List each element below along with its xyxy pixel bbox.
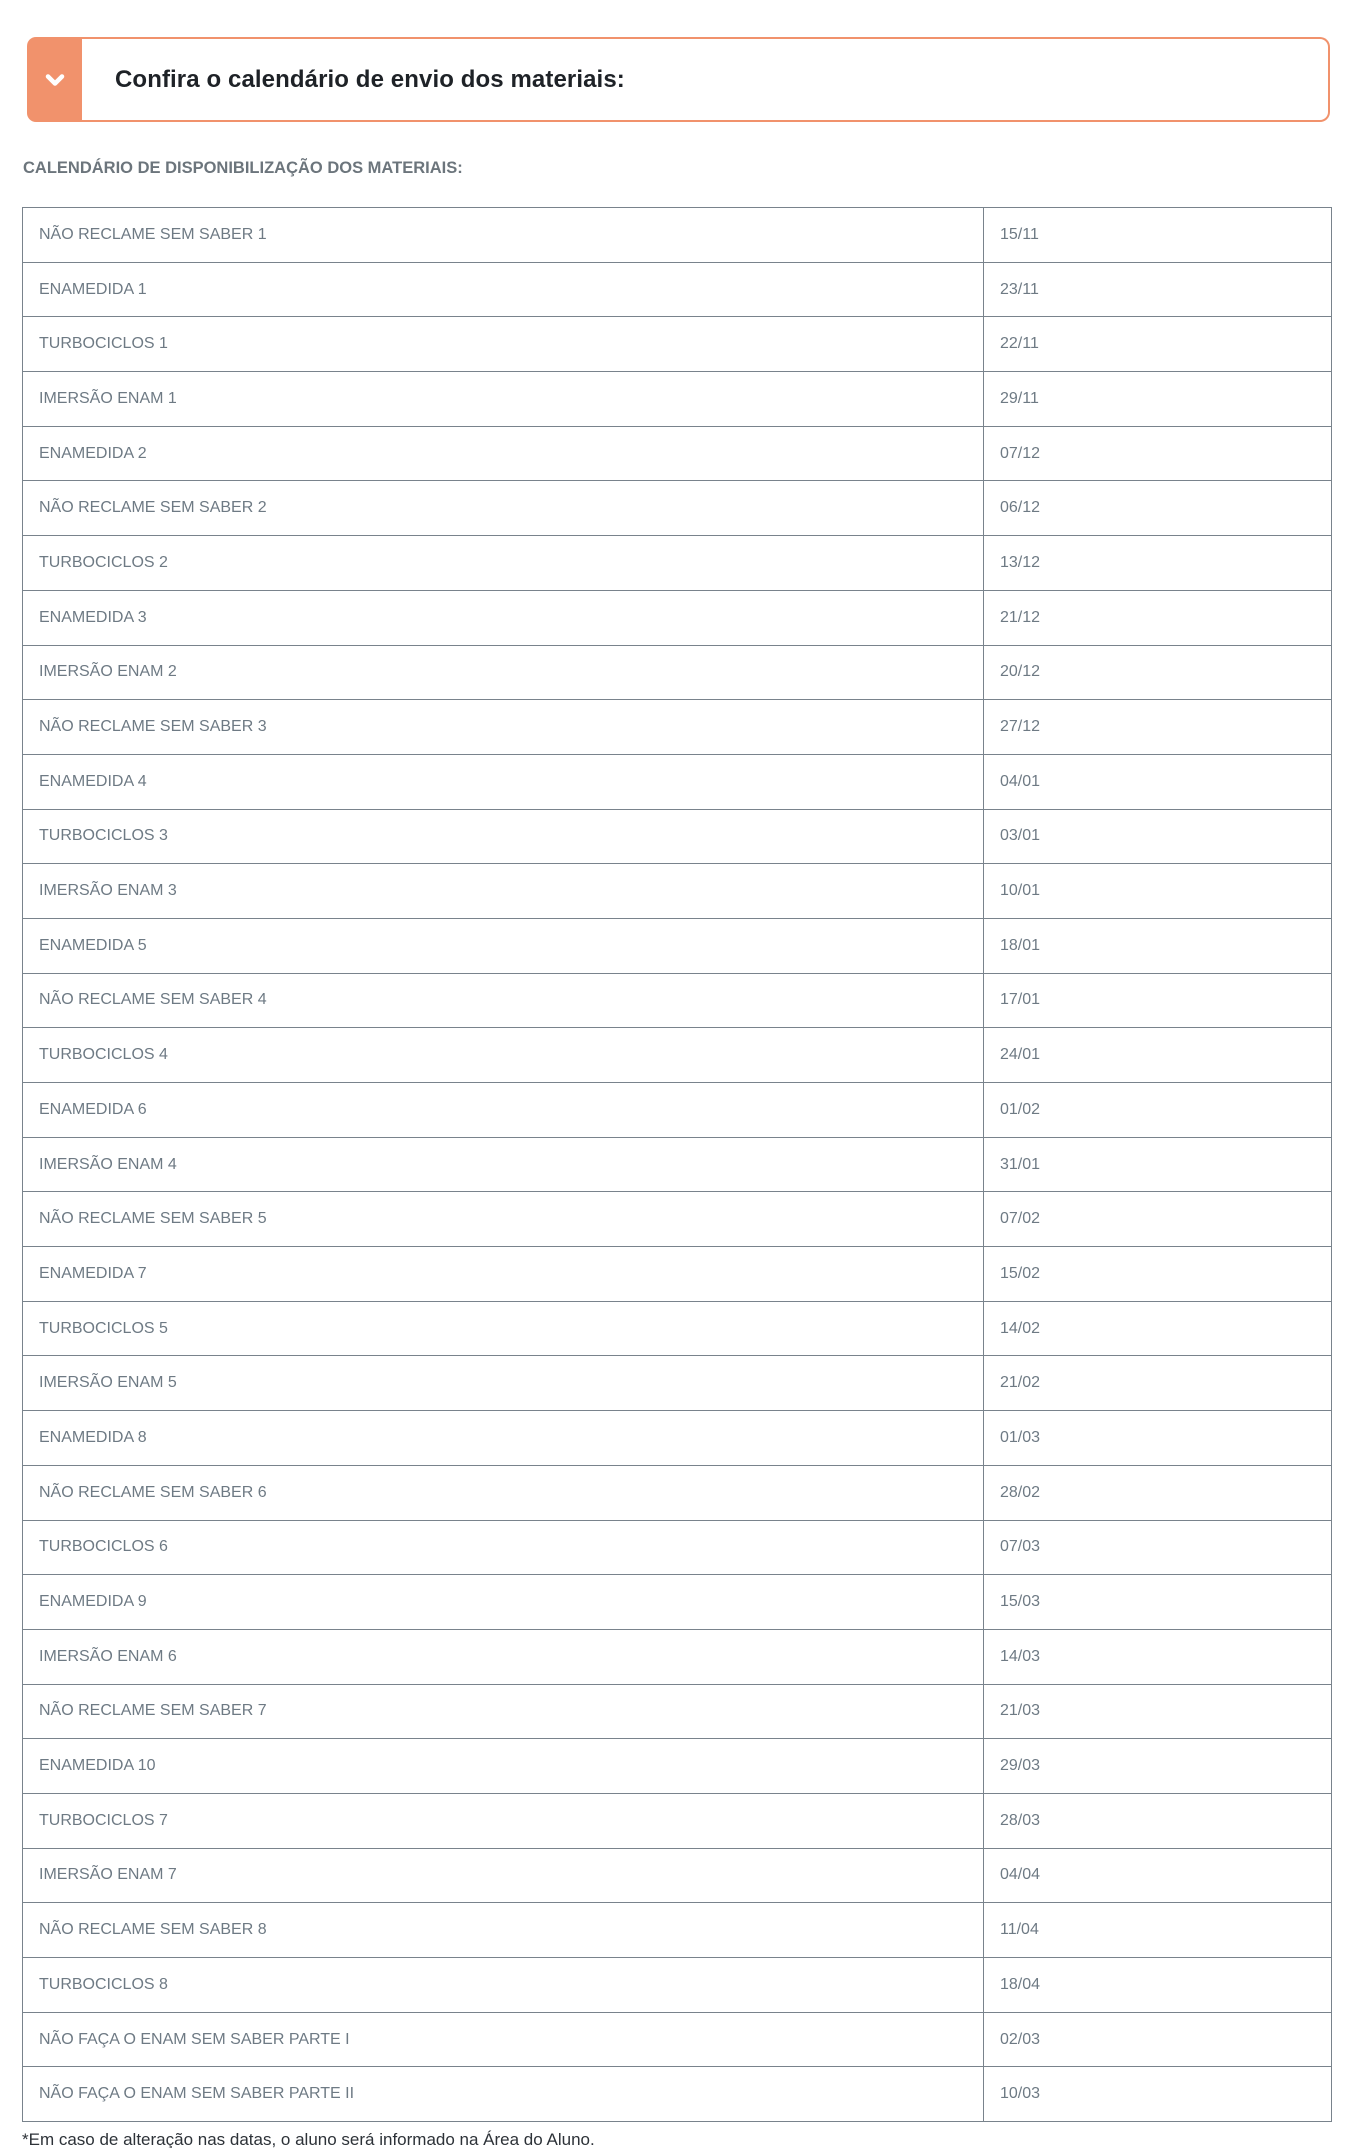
date-cell: 24/01 [984,1028,1332,1083]
material-cell: NÃO RECLAME SEM SABER 5 [23,1192,984,1247]
table-row [23,2067,1332,2122]
material-cell: NÃO RECLAME SEM SABER 8 [23,1903,984,1958]
material-cell: IMERSÃO ENAM 4 [23,1137,984,1192]
material-cell: TURBOCICLOS 6 [23,1520,984,1575]
section-heading: CALENDÁRIO DE DISPONIBILIZAÇÃO DOS MATERIAIS: [23,159,463,177]
table-row [23,1684,1332,1739]
table-row [23,1739,1332,1794]
material-cell: ENAMEDIDA 3 [23,590,984,645]
table-row [23,426,1332,481]
table-row [23,1083,1332,1138]
date-cell: 07/03 [984,1520,1332,1575]
material-cell: IMERSÃO ENAM 5 [23,1356,984,1411]
table-row [23,590,1332,645]
accordion-title: Confira o calendário de envio dos materiais: [115,65,625,93]
material-cell: IMERSÃO ENAM 1 [23,372,984,427]
date-cell: 04/04 [984,1848,1332,1903]
table-row [23,1520,1332,1575]
date-cell: 14/02 [984,1301,1332,1356]
date-cell: 02/03 [984,2012,1332,2067]
material-cell: ENAMEDIDA 6 [23,1083,984,1138]
material-cell: IMERSÃO ENAM 7 [23,1848,984,1903]
table-row [23,1356,1332,1411]
table-row [23,372,1332,427]
material-cell: NÃO RECLAME SEM SABER 6 [23,1465,984,1520]
date-cell: 06/12 [984,481,1332,536]
date-cell: 20/12 [984,645,1332,700]
material-cell: ENAMEDIDA 9 [23,1575,984,1630]
date-cell: 14/03 [984,1629,1332,1684]
date-cell: 23/11 [984,262,1332,317]
date-cell: 11/04 [984,1903,1332,1958]
date-cell: 21/03 [984,1684,1332,1739]
material-cell: ENAMEDIDA 2 [23,426,984,481]
material-cell: NÃO FAÇA O ENAM SEM SABER PARTE II [23,2067,984,2122]
date-cell: 01/03 [984,1411,1332,1466]
accordion-toggle-tab[interactable] [27,37,82,122]
material-cell: ENAMEDIDA 7 [23,1247,984,1302]
date-cell: 13/12 [984,536,1332,591]
material-cell: ENAMEDIDA 8 [23,1411,984,1466]
material-cell: TURBOCICLOS 4 [23,1028,984,1083]
material-cell: ENAMEDIDA 5 [23,918,984,973]
table-row [23,2012,1332,2067]
date-cell: 31/01 [984,1137,1332,1192]
table-row [23,1793,1332,1848]
date-cell: 17/01 [984,973,1332,1028]
table-row [23,1192,1332,1247]
material-cell: NÃO RECLAME SEM SABER 4 [23,973,984,1028]
material-cell: TURBOCICLOS 8 [23,1958,984,2013]
material-cell: TURBOCICLOS 5 [23,1301,984,1356]
date-cell: 07/02 [984,1192,1332,1247]
table-row [23,1575,1332,1630]
date-cell: 18/04 [984,1958,1332,2013]
material-cell: IMERSÃO ENAM 6 [23,1629,984,1684]
material-cell: NÃO RECLAME SEM SABER 1 [23,208,984,263]
table-row [23,317,1332,372]
table-row [23,918,1332,973]
date-cell: 10/01 [984,864,1332,919]
date-cell: 15/03 [984,1575,1332,1630]
date-cell: 27/12 [984,700,1332,755]
table-row [23,1903,1332,1958]
table-row [23,645,1332,700]
table-row [23,1411,1332,1466]
material-cell: TURBOCICLOS 2 [23,536,984,591]
date-cell: 18/01 [984,918,1332,973]
date-cell: 28/02 [984,1465,1332,1520]
table-row [23,809,1332,864]
material-cell: IMERSÃO ENAM 2 [23,645,984,700]
table-row [23,1301,1332,1356]
date-cell: 15/11 [984,208,1332,263]
table-row [23,1137,1332,1192]
material-cell: ENAMEDIDA 1 [23,262,984,317]
date-cell: 03/01 [984,809,1332,864]
date-cell: 21/12 [984,590,1332,645]
material-cell: NÃO RECLAME SEM SABER 7 [23,1684,984,1739]
material-cell: ENAMEDIDA 4 [23,754,984,809]
material-cell: TURBOCICLOS 3 [23,809,984,864]
table-row [23,1958,1332,2013]
accordion-toggle[interactable] [27,37,1330,122]
date-cell: 21/02 [984,1356,1332,1411]
table-row [23,208,1332,263]
materials-calendar-table [22,207,1332,2122]
date-cell: 07/12 [984,426,1332,481]
table-row [23,973,1332,1028]
date-cell: 10/03 [984,2067,1332,2122]
accordion-header-box[interactable] [82,37,1330,122]
table-row [23,1465,1332,1520]
footnote: *Em caso de alteração nas datas, o aluno será informado na Área do Aluno. [22,2130,595,2148]
table-row [23,1028,1332,1083]
material-cell: NÃO RECLAME SEM SABER 3 [23,700,984,755]
material-cell: IMERSÃO ENAM 3 [23,864,984,919]
table-row [23,864,1332,919]
table-row [23,481,1332,536]
date-cell: 01/02 [984,1083,1332,1138]
table-row [23,1247,1332,1302]
date-cell: 28/03 [984,1793,1332,1848]
date-cell: 29/03 [984,1739,1332,1794]
table-row [23,1629,1332,1684]
materials-calendar-body [23,208,1332,2122]
date-cell: 15/02 [984,1247,1332,1302]
table-row [23,536,1332,591]
date-cell: 29/11 [984,372,1332,427]
table-row [23,262,1332,317]
date-cell: 04/01 [984,754,1332,809]
table-row [23,754,1332,809]
material-cell: NÃO FAÇA O ENAM SEM SABER PARTE I [23,2012,984,2067]
material-cell: ENAMEDIDA 10 [23,1739,984,1794]
chevron-down-icon [42,67,68,93]
material-cell: TURBOCICLOS 7 [23,1793,984,1848]
material-cell: NÃO RECLAME SEM SABER 2 [23,481,984,536]
table-row [23,1848,1332,1903]
material-cell: TURBOCICLOS 1 [23,317,984,372]
date-cell: 22/11 [984,317,1332,372]
table-row [23,700,1332,755]
